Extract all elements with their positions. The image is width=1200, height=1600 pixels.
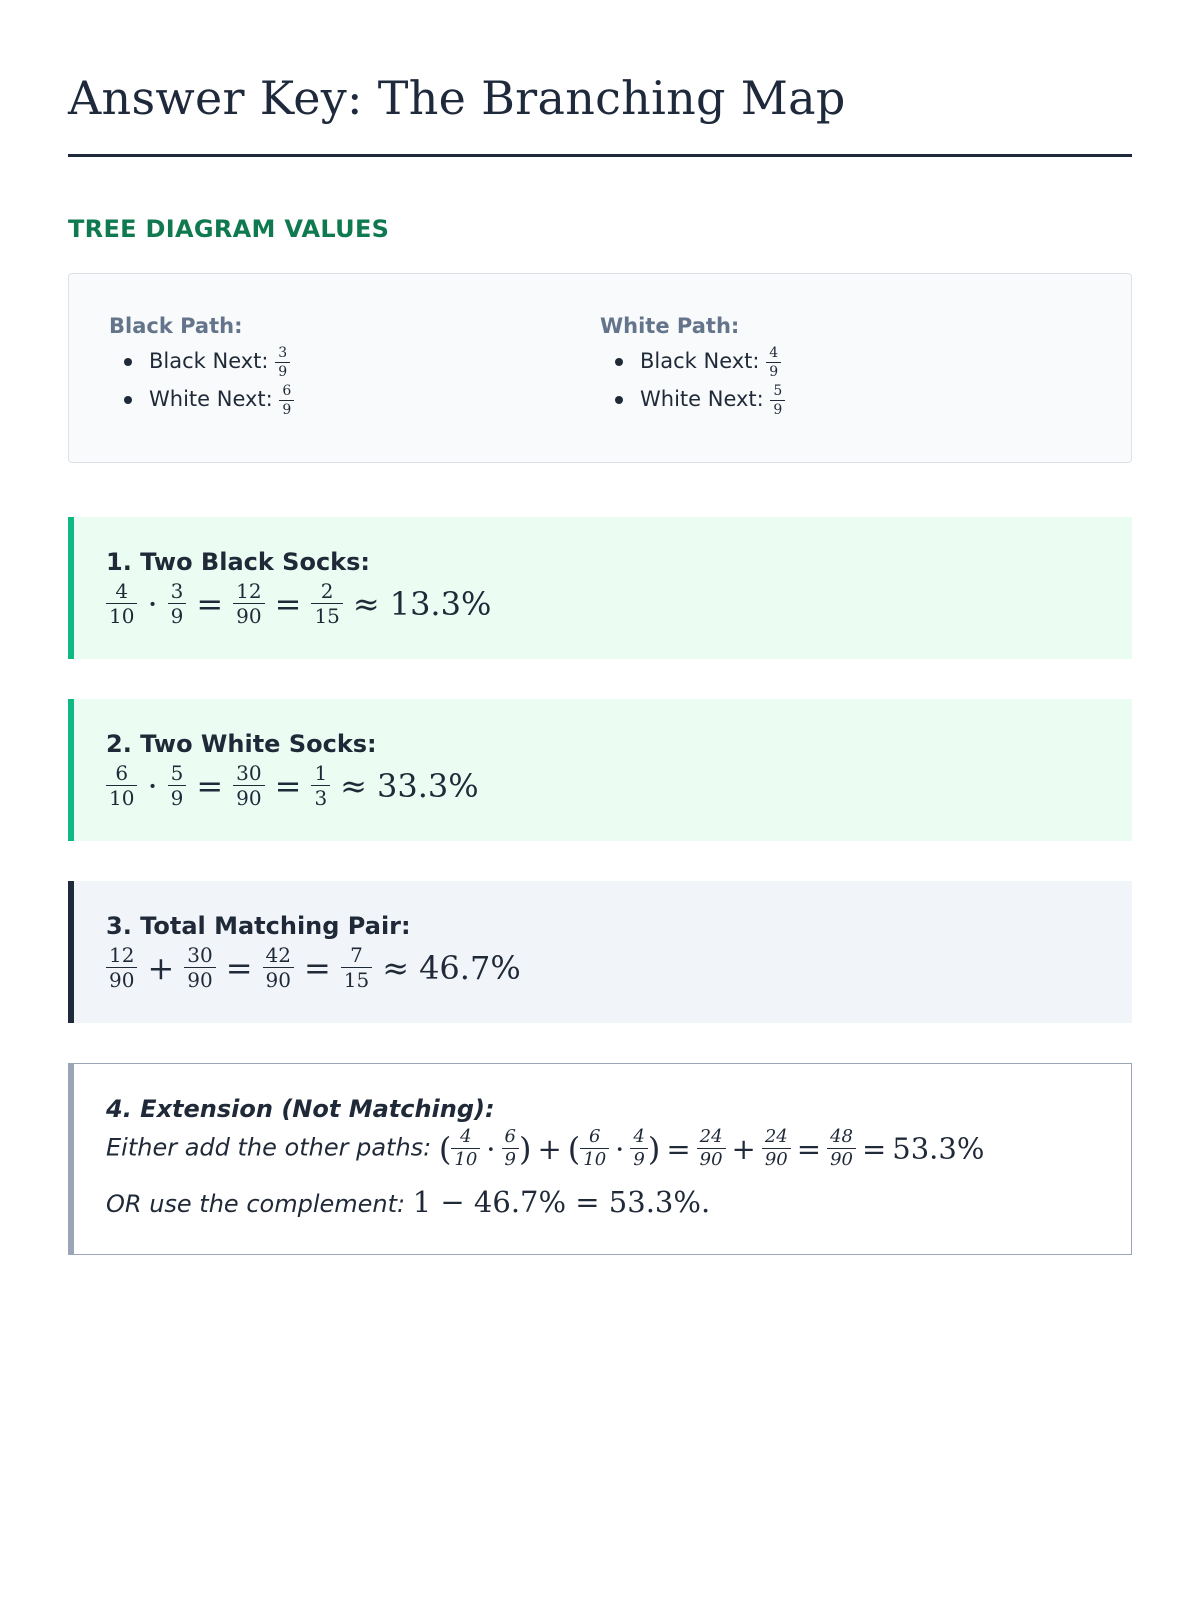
denominator: 9 (769, 363, 779, 380)
close-paren: ) (518, 1129, 532, 1168)
branch-probability (770, 384, 785, 417)
answer-1-title: 1. Two Black Socks: (106, 548, 371, 576)
plus-operator: + (147, 948, 175, 987)
denominator: 9 (773, 401, 783, 418)
open-paren: ( (438, 1129, 452, 1168)
fraction: $\frac{48}{90}$ (827, 1128, 856, 1169)
fraction: $\frac{24}{90}$ (762, 1128, 791, 1169)
fraction: $\frac{30}{90}$ (233, 763, 264, 808)
equals-operator: = (861, 1131, 887, 1166)
branch-label: White Next: (640, 387, 764, 411)
answer-3-result: 46.7% (419, 948, 521, 987)
bullet-icon (615, 358, 623, 366)
equals-operator: = (225, 948, 253, 987)
denominator: 9 (278, 363, 288, 380)
answer-1-box (68, 517, 1132, 659)
open-paren: ( (567, 1129, 581, 1168)
fraction: $\frac{6}{10}$ (106, 763, 137, 808)
numerator: 4 (766, 346, 781, 363)
multiply-operator: · (615, 1131, 625, 1166)
fraction: $\frac{5}{9}$ (168, 763, 187, 808)
answer-4-line-2-math: 1 − 46.7% = 53.3% (412, 1185, 701, 1219)
answer-2-box (68, 699, 1132, 841)
multiply-operator: · (147, 584, 158, 623)
fraction: $\frac{12}{90}$ (106, 945, 137, 990)
answer-4-line-1-result: 53.3% (892, 1131, 985, 1166)
plus-operator: + (537, 1131, 562, 1166)
close-paren: ) (647, 1129, 661, 1168)
tree-diagram-values-box (68, 273, 1132, 463)
list-item (600, 342, 1091, 380)
section-heading: TREE DIAGRAM VALUES (68, 215, 390, 243)
answer-3-box (68, 881, 1132, 1023)
plus-operator: + (731, 1131, 756, 1166)
answer-4-line-2-text: OR use the complement: (106, 1190, 406, 1218)
black-path-column (109, 314, 600, 462)
equals-operator: = (196, 766, 224, 805)
fraction: $\frac{4}{9}$ (630, 1128, 647, 1169)
list-item (109, 342, 600, 380)
fraction: $\frac{2}{15}$ (311, 581, 342, 626)
answer-2-result: 33.3% (376, 766, 479, 805)
fraction: $\frac{6}{10}$ (580, 1128, 609, 1169)
title-divider (68, 154, 1132, 157)
bullet-icon (615, 396, 623, 404)
fraction: $\frac{4}{10}$ (451, 1128, 480, 1169)
fraction: $\frac{42}{90}$ (263, 945, 294, 990)
answer-4-title: 4. Extension (Not Matching): (106, 1095, 495, 1123)
equals-operator: = (796, 1131, 822, 1166)
bullet-icon (124, 396, 132, 404)
multiply-operator: · (486, 1131, 496, 1166)
branch-probability (766, 346, 781, 379)
fraction: $\frac{24}{90}$ (697, 1128, 726, 1169)
answer-2-equation (106, 763, 1132, 808)
page-title: Answer Key: The Branching Map (68, 71, 846, 125)
bullet-icon (124, 358, 132, 366)
answer-4-box (68, 1063, 1132, 1255)
white-path-list (600, 342, 1091, 418)
answer-3-equation (106, 945, 1132, 990)
fraction: $\frac{4}{10}$ (106, 581, 137, 626)
branch-label: White Next: (149, 387, 273, 411)
black-path-title: Black Path: (109, 314, 243, 338)
answer-4-line-2-period: . (700, 1185, 711, 1219)
list-item (109, 380, 600, 418)
answer-1-equation (106, 581, 1132, 626)
fraction: $\frac{12}{90}$ (233, 581, 264, 626)
fraction: $\frac{3}{9}$ (168, 581, 187, 626)
approx-operator: ≈ (382, 948, 410, 987)
answer-4-line-2 (106, 1185, 1131, 1219)
approx-operator: ≈ (352, 584, 380, 623)
fraction: $\frac{30}{90}$ (184, 945, 215, 990)
branch-probability (279, 384, 294, 417)
fraction: $\frac{1}{3}$ (311, 763, 330, 808)
equals-operator: = (274, 766, 302, 805)
equals-operator: = (303, 948, 331, 987)
branch-probability (275, 346, 290, 379)
multiply-operator: · (147, 766, 158, 805)
answer-1-result: 13.3% (389, 584, 492, 623)
numerator: 5 (770, 384, 785, 401)
fraction: $\frac{7}{15}$ (341, 945, 372, 990)
denominator: 9 (282, 401, 292, 418)
numerator: 3 (275, 346, 290, 363)
branch-label: Black Next: (640, 349, 760, 373)
white-path-column (600, 314, 1091, 462)
black-path-list (109, 342, 600, 418)
fraction: $\frac{6}{9}$ (502, 1128, 519, 1169)
answer-3-title: 3. Total Matching Pair: (106, 912, 411, 940)
answer-2-title: 2. Two White Socks: (106, 730, 377, 758)
branch-label: Black Next: (149, 349, 269, 373)
approx-operator: ≈ (340, 766, 367, 805)
numerator: 6 (279, 384, 294, 401)
equals-operator: = (274, 584, 302, 623)
list-item (600, 380, 1091, 418)
white-path-title: White Path: (600, 314, 740, 338)
equals-operator: = (666, 1131, 691, 1166)
answer-4-line-1 (106, 1128, 1131, 1169)
equals-operator: = (196, 584, 224, 623)
answer-4-line-1-text: Either add the other paths: (106, 1133, 432, 1162)
